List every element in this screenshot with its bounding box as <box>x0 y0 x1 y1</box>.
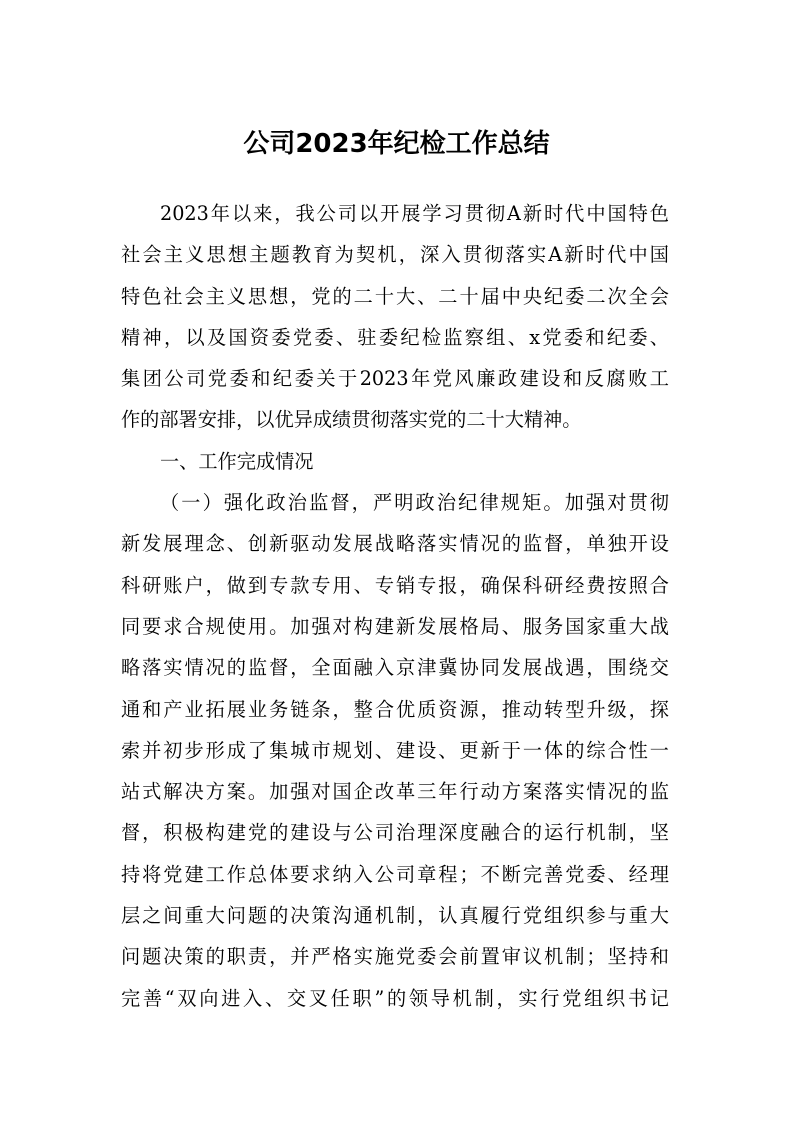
document-body <box>121 193 669 1019</box>
paragraph-section-line: 新发展理念、创新驱动发展战略落实情况的监督，单独开设 <box>121 532 669 556</box>
paragraph-intro-line: 作的部署安排，以优异成绩贯彻落实党的二十大精神。 <box>121 408 582 432</box>
paragraph-section-line: 督，积极构建党的建设与公司治理深度融合的运行机制，坚 <box>121 821 669 845</box>
paragraph-section-line: 索并初步形成了集城市规划、建设、更新于一体的综合性一 <box>121 738 669 762</box>
section-heading: 一、工作完成情况 <box>160 449 314 473</box>
paragraph-section-line: 科研账户，做到专款专用、专销专报，确保科研经费按照合 <box>121 573 669 597</box>
paragraph-section-line: 同要求合规使用。加强对构建新发展格局、服务国家重大战 <box>121 614 669 638</box>
paragraph-intro-line: 社会主义思想主题教育为契机，深入贯彻落实A新时代中国 <box>121 243 669 267</box>
paragraph-section-line: 问题决策的职责，并严格实施党委会前置审议机制；坚持和 <box>121 945 669 969</box>
paragraph-section-line: 通和产业拓展业务链条，整合优质资源，推动转型升级，探 <box>121 697 669 721</box>
document-title: 公司2023年纪检工作总结 <box>243 129 550 159</box>
paragraph-section-line: 持将党建工作总体要求纳入公司章程；不断完善党委、经理 <box>121 862 669 886</box>
paragraph-intro-line: 精神，以及国资委党委、驻委纪检监察组、x党委和纪委、 <box>121 325 669 349</box>
paragraph-intro-line: 集团公司党委和纪委关于2023年党风廉政建设和反腐败工 <box>121 367 669 391</box>
paragraph-intro-line: 2023年以来，我公司以开展学习贯彻A新时代中国特色 <box>160 202 669 225</box>
paragraph-section-line: 站式解决方案。加强对国企改革三年行动方案落实情况的监 <box>121 780 669 804</box>
paragraph-section-line: （一）强化政治监督，严明政治纪律规矩。加强对贯彻 <box>160 491 669 515</box>
paragraph-section-line: 层之间重大问题的决策沟通机制，认真履行党组织参与重大 <box>121 904 669 928</box>
paragraph-intro-line: 特色社会主义思想，党的二十大、二十届中央纪委二次全会 <box>121 284 669 308</box>
paragraph-section-line: 略落实情况的监督，全面融入京津冀协同发展战遇，围绕交 <box>121 656 669 680</box>
paragraph-section-line: 完善“双向进入、交叉任职”的领导机制，实行党组织书记 <box>121 986 669 1010</box>
